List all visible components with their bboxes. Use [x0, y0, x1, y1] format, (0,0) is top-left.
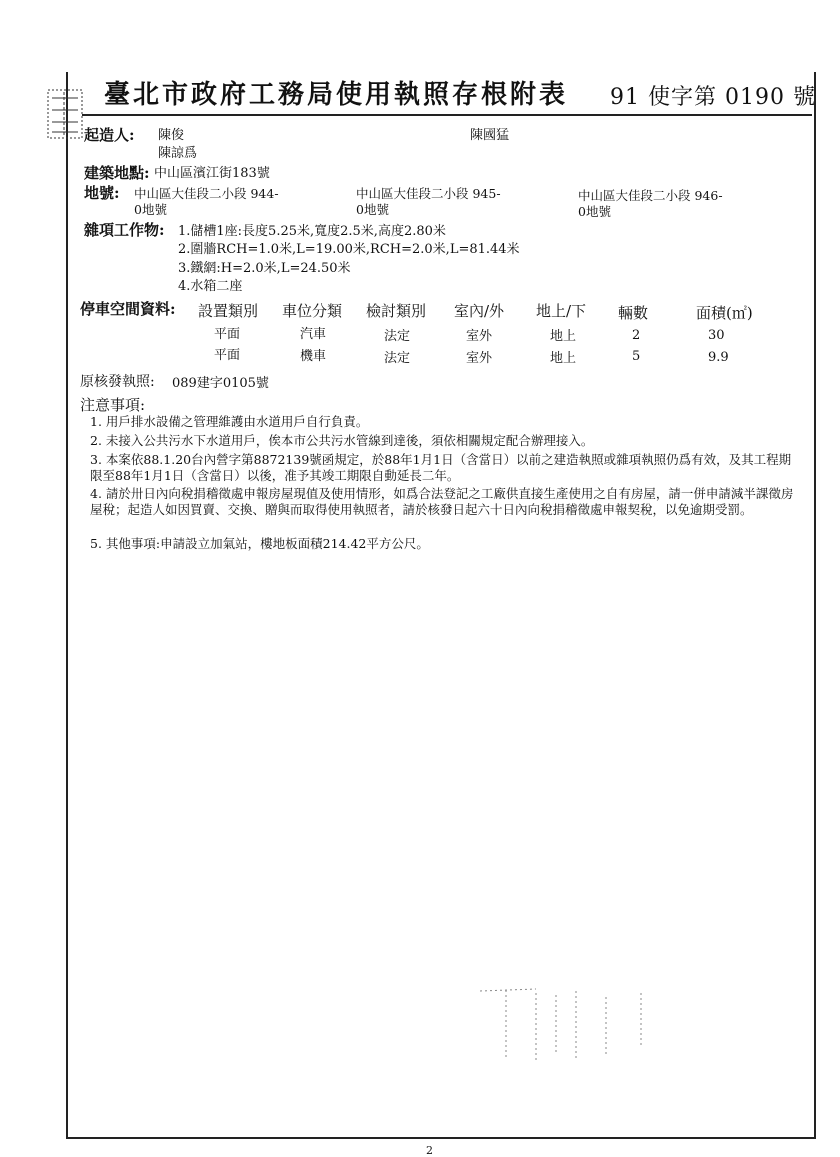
note-item-2: 2. 未接入公共污水下水道用戶，俟本市公共污水管線到達後，須依相關規定配合辦理接入。: [90, 433, 594, 448]
land-lot-1-line2: 0地號: [134, 202, 167, 217]
land-lot-3-line2: 0地號: [578, 204, 611, 219]
parking-row-2-count: 5: [632, 349, 641, 364]
permit-number: 91 使字第 0190 號: [610, 85, 816, 110]
applicant-name-3: 陳諒爲: [158, 146, 198, 161]
parking-label: 停車空間資料:: [80, 300, 176, 318]
misc-works-item-4: 4.水箱二座: [178, 279, 243, 294]
note-item-5: 5. 其他事項:申請設立加氣站，樓地板面積214.42平方公尺。: [90, 536, 429, 551]
parking-header-review: 檢討類別: [366, 302, 427, 320]
parking-row-1-type: 汽車: [300, 327, 327, 342]
original-license-label: 原核發執照:: [80, 374, 155, 390]
land-label: 地號:: [84, 184, 120, 202]
parking-header-level: 地上/下: [536, 302, 587, 320]
parking-row-1-area: 30: [708, 328, 725, 343]
misc-works-item-3: 3.鐵網:H=2.0米,L=24.50米: [178, 261, 351, 276]
note-item-3: 3. 本案依88.1.20台內營字第8872139號函規定，於88年1月1日（含當日）以前之建造執照或雜項執照仍爲有效，及其工程期限至88年1月1日（含當日）以後，准予其竣工期限自動延長二年。: [90, 452, 792, 483]
parking-row-2-area: 9.9: [708, 350, 729, 365]
parking-row-1-review: 法定: [384, 329, 411, 344]
land-lot-3-line1: 中山區大佳段二小段 946-: [578, 188, 723, 203]
page-number: 2: [426, 1144, 433, 1157]
note-item-1: 1. 用戶排水設備之管理維護由水道用戶自行負責。: [90, 414, 369, 429]
building-site-value: 中山區濱江街183號: [154, 166, 270, 181]
building-site-label: 建築地點:: [84, 164, 150, 182]
parking-row-2-type: 機車: [300, 349, 327, 364]
original-license-value: 089建字0105號: [172, 376, 269, 391]
misc-works-label: 雜項工作物:: [84, 221, 165, 239]
misc-works-item-2: 2.圍牆RCH=1.0米,L=19.00米,RCH=2.0米,L=81.44米: [178, 242, 520, 257]
parking-header-area: 面積(㎡): [696, 304, 753, 322]
stamp-icon: [46, 84, 86, 144]
misc-works-item-1: 1.儲槽1座:長度5.25米,寬度2.5米,高度2.80米: [178, 224, 446, 239]
parking-row-2-category: 平面: [214, 348, 241, 363]
title-rule: [82, 114, 812, 116]
applicant-name-1: 陳俊: [158, 128, 185, 143]
parking-header-type: 車位分類: [282, 302, 343, 320]
applicant-name-2: 陳國猛: [470, 128, 510, 143]
parking-row-1-level: 地上: [550, 329, 577, 344]
parking-header-count: 輛數: [618, 304, 649, 322]
parking-row-2-indoor: 室外: [466, 351, 493, 366]
scan-marks: [476, 985, 656, 1065]
parking-header-indoor: 室內/外: [454, 302, 505, 320]
land-lot-1-line1: 中山區大佳段二小段 944-: [134, 186, 279, 201]
parking-row-2-review: 法定: [384, 351, 411, 366]
note-item-4: 4. 請於卅日內向稅捐稽徵處申報房屋現值及使用情形，如爲合法登記之工廠供直接生產使用之自有房屋，請一併申請減半課徵房屋稅；起造人如因買賣、交換、贈與而取得使用執照者，請於核發日起六十日內向稅捐稽徵處申報契稅，以免逾期受罰。: [90, 486, 794, 517]
parking-header-category: 設置類別: [198, 302, 259, 320]
land-lot-2-line2: 0地號: [356, 202, 389, 217]
land-lot-2-line1: 中山區大佳段二小段 945-: [356, 186, 501, 201]
parking-row-1-count: 2: [632, 328, 641, 343]
page-title: 臺北市政府工務局使用執照存根附表: [104, 80, 569, 110]
notes-label: 注意事項:: [80, 396, 146, 414]
parking-row-2-level: 地上: [550, 351, 577, 366]
applicant-label: 起造人:: [84, 126, 135, 144]
parking-row-1-indoor: 室外: [466, 329, 493, 344]
parking-row-1-category: 平面: [214, 327, 241, 342]
